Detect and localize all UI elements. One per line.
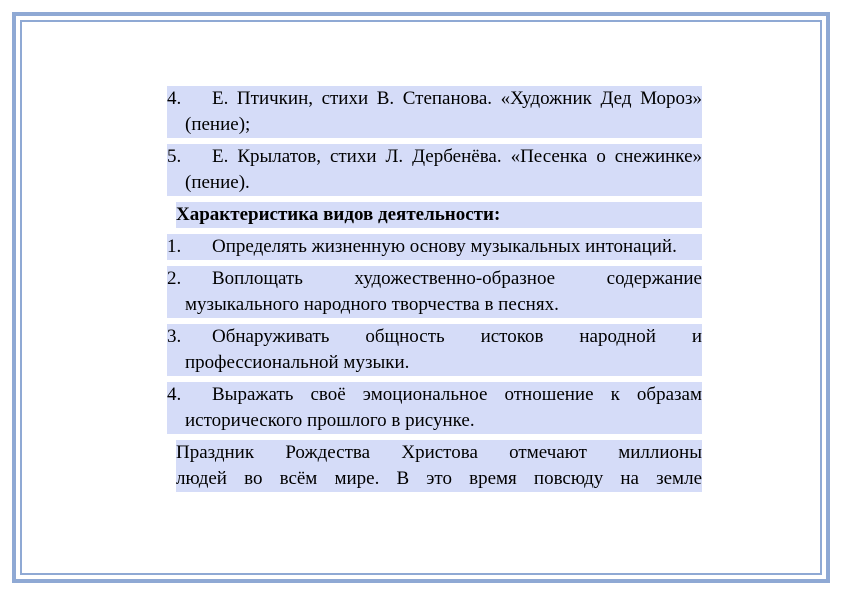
list-item-number: 1. <box>167 236 182 257</box>
list-item <box>167 266 702 318</box>
list-item-text: Воплощать художественно-образное содержание музыкального народного творчества в песнях. <box>185 268 702 315</box>
slide-content <box>167 86 702 492</box>
list-item-number: 3. <box>167 326 182 347</box>
body-paragraph <box>176 440 702 492</box>
list-item <box>167 234 702 260</box>
list-item <box>167 86 702 138</box>
list-item-number: 4. <box>167 88 182 109</box>
list-item <box>167 144 702 196</box>
list-item-text: Е. Птичкин, стихи В. Степанова. «Художник Дед Мороз» (пение); <box>185 88 702 135</box>
section-heading: Характеристика видов деятельности: <box>176 202 702 228</box>
paragraph-line: Праздник Рождества Христова отмечают миллионы <box>176 442 702 463</box>
list-item-text: Обнаруживать общность истоков народной и профессиональной музыки. <box>185 326 702 373</box>
list-item-number: 5. <box>167 146 182 167</box>
list-item <box>167 382 702 434</box>
paragraph-line: людей во всём мире. В это время повсюду на земле <box>176 468 702 489</box>
list-item <box>167 324 702 376</box>
list-item-text: Выражать своё эмоциональное отношение к образам исторического прошлого в рисунке. <box>185 384 702 431</box>
list-item-text: Е. Крылатов, стихи Л. Дербенёва. «Песенка о снежинке» (пение). <box>185 146 702 193</box>
list-item-number: 4. <box>167 384 182 405</box>
list-item-number: 2. <box>167 268 182 289</box>
list-item-text: Определять жизненную основу музыкальных интонаций. <box>212 236 677 257</box>
